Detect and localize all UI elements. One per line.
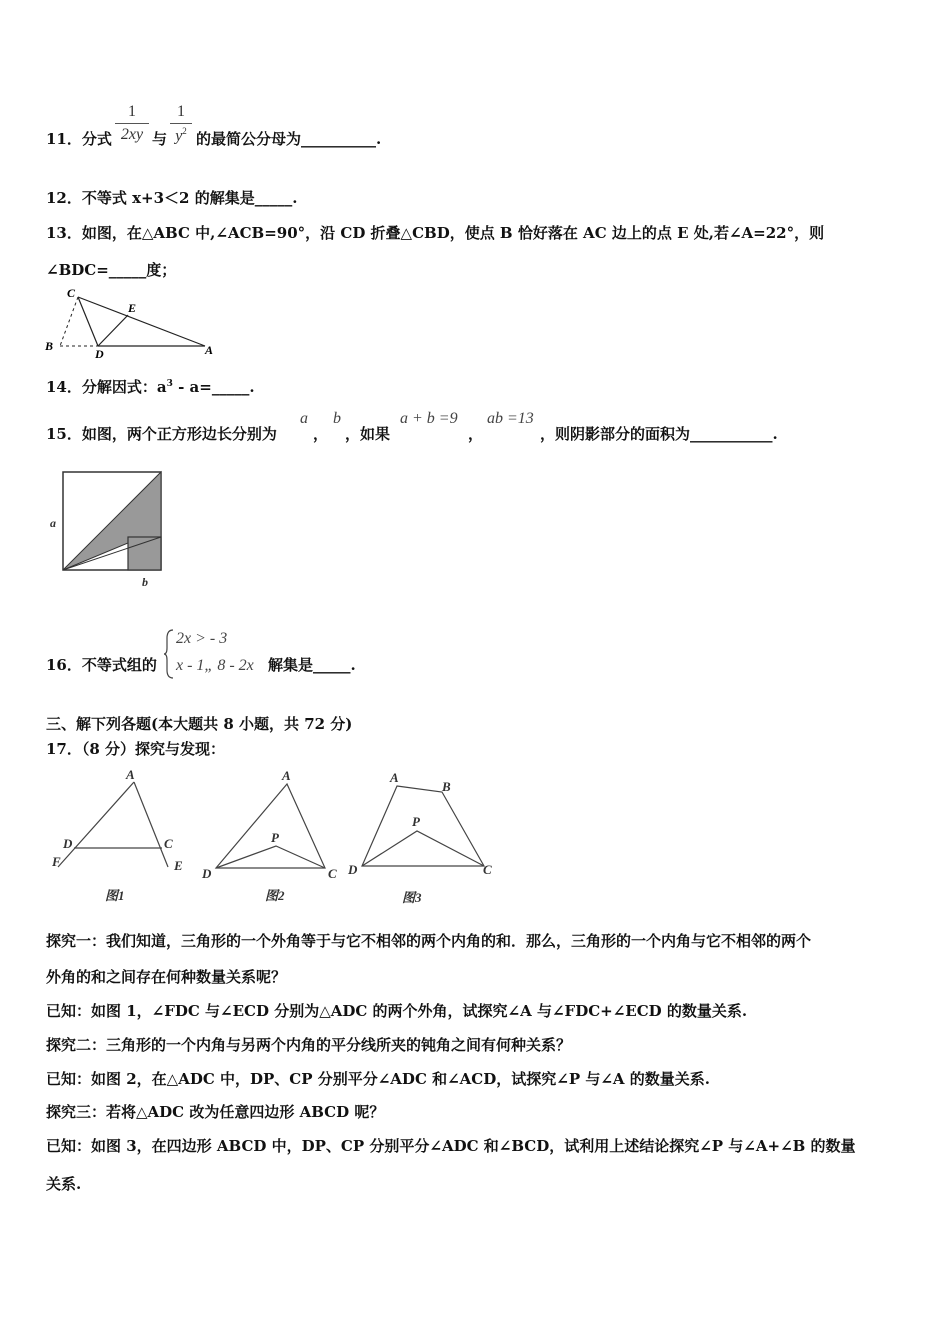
figure-3 bbox=[347, 770, 492, 905]
q13-line2: ∠BDC=_____度； bbox=[46, 261, 177, 279]
q17-p1-line2: 外角的和之间存在何种数量关系呢？ bbox=[46, 968, 287, 986]
q16-prefix: 16．不等式组的 bbox=[46, 656, 157, 674]
label-b: b bbox=[142, 575, 148, 589]
figure-1 bbox=[51, 767, 183, 903]
label-a: A bbox=[205, 343, 214, 357]
q11-tail: 的最简公分母为__________. bbox=[196, 130, 382, 148]
label-b: B bbox=[45, 339, 54, 353]
svg-text:A: A bbox=[126, 767, 135, 782]
svg-text:P: P bbox=[412, 814, 420, 829]
q11-conjunction: 与 bbox=[152, 130, 168, 148]
q17-p1-line1: 探究一：我们知道，三角形的一个外角等于与它不相邻的两个内角的和．那么，三角形的一个内角与它不相邻的两个 bbox=[46, 932, 812, 950]
q14-text: 14．分解因式：$a^3$ - a=_____. bbox=[46, 378, 255, 396]
q15-comma: ， bbox=[313, 425, 329, 443]
q11-fraction-2 bbox=[170, 103, 192, 145]
svg-text:A: A bbox=[390, 770, 399, 785]
q15-var-b: b bbox=[333, 410, 341, 427]
q15-tail: ，则阴影部分的面积为___________. bbox=[540, 425, 778, 443]
fig3-caption: 图3 bbox=[402, 890, 422, 905]
label-e: E bbox=[128, 301, 137, 315]
brace-icon bbox=[163, 628, 175, 680]
q17-figures bbox=[40, 762, 510, 912]
q13-line1: 13．如图，在△ABC 中,∠ACB=90°，沿 CD 折叠△CBD，使点 B 恰好落在 AC 边上的点 E 处,若∠A=22°，则 bbox=[46, 224, 825, 242]
q17-p2: 已知：如图 1，∠FDC 与∠ECD 分别为△ADC 的两个外角，试探究∠A 与∠FDC+∠ECD 的数量关系. bbox=[46, 1002, 748, 1020]
label-d: D bbox=[95, 347, 104, 361]
svg-text:F: F bbox=[52, 854, 61, 869]
svg-text:D: D bbox=[63, 836, 73, 851]
label-a: a bbox=[50, 516, 56, 530]
q15-cond2: ab =13 bbox=[487, 410, 534, 427]
q16-row1: 2x > - 3 bbox=[176, 630, 228, 647]
q15-cond1: a + b =9 bbox=[400, 410, 458, 427]
q17-p5: 探究三：若将△ADC 改为任意四边形 ABCD 呢？ bbox=[46, 1103, 385, 1121]
fig1-caption: 图1 bbox=[105, 888, 125, 903]
q16-row2: x - 1„ 8 - 2x bbox=[176, 657, 254, 674]
q16-tail: 解集是_____. bbox=[268, 656, 356, 674]
fraction-bar bbox=[170, 123, 192, 124]
svg-text:D: D bbox=[202, 866, 212, 881]
q17-p4: 已知：如图 2，在△ADC 中，DP、CP 分别平分∠ADC 和∠ACD，试探究∠P 与∠A 的数量关系. bbox=[46, 1070, 710, 1088]
q17-p6-line2: 关系. bbox=[46, 1175, 82, 1193]
q15-prefix: 15．如图，两个正方形边长分别为 bbox=[46, 425, 277, 443]
svg-text:C: C bbox=[483, 862, 492, 877]
svg-text:A: A bbox=[282, 768, 291, 783]
fig2-caption: 图2 bbox=[265, 888, 285, 903]
section3-title: 三、解下列各题(本大题共 8 小题，共 72 分) bbox=[46, 715, 353, 733]
label-c: C bbox=[67, 286, 76, 300]
q13-figure bbox=[40, 282, 230, 362]
q15-mid: ，如果 bbox=[345, 425, 391, 443]
figure-2 bbox=[201, 768, 337, 903]
fraction-numerator: 1 bbox=[128, 103, 136, 120]
q11-fraction-1 bbox=[115, 103, 149, 144]
svg-text:E: E bbox=[174, 858, 183, 873]
q12-text: 12．不等式 x+3＜2 的解集是_____. bbox=[46, 189, 298, 207]
svg-text:C: C bbox=[164, 836, 173, 851]
svg-text:C: C bbox=[328, 866, 337, 881]
q17-title: 17．（8 分）探究与发现： bbox=[46, 740, 226, 758]
q15-figure bbox=[45, 465, 175, 595]
q15-comma-2: ， bbox=[468, 425, 484, 443]
fraction-numerator: 1 bbox=[177, 103, 185, 120]
q11-number: 11．分式 bbox=[46, 130, 112, 148]
q17-p3: 探究二：三角形的一个内角与另两个内角的平分线所夹的钝角之间有何种关系？ bbox=[46, 1036, 572, 1054]
q15-var-a: a bbox=[300, 410, 308, 427]
fraction-denominator: 2xy bbox=[120, 126, 144, 143]
fraction-denominator: $y^2$ bbox=[175, 126, 187, 145]
svg-text:B: B bbox=[442, 779, 451, 794]
svg-text:P: P bbox=[271, 830, 279, 845]
q17-p6-line1: 已知：如图 3，在四边形 ABCD 中，DP、CP 分别平分∠ADC 和∠BCD，试利用上述结论探究∠P 与∠A+∠B 的数量 bbox=[46, 1137, 856, 1155]
fraction-bar bbox=[115, 123, 149, 124]
svg-text:D: D bbox=[348, 862, 358, 877]
